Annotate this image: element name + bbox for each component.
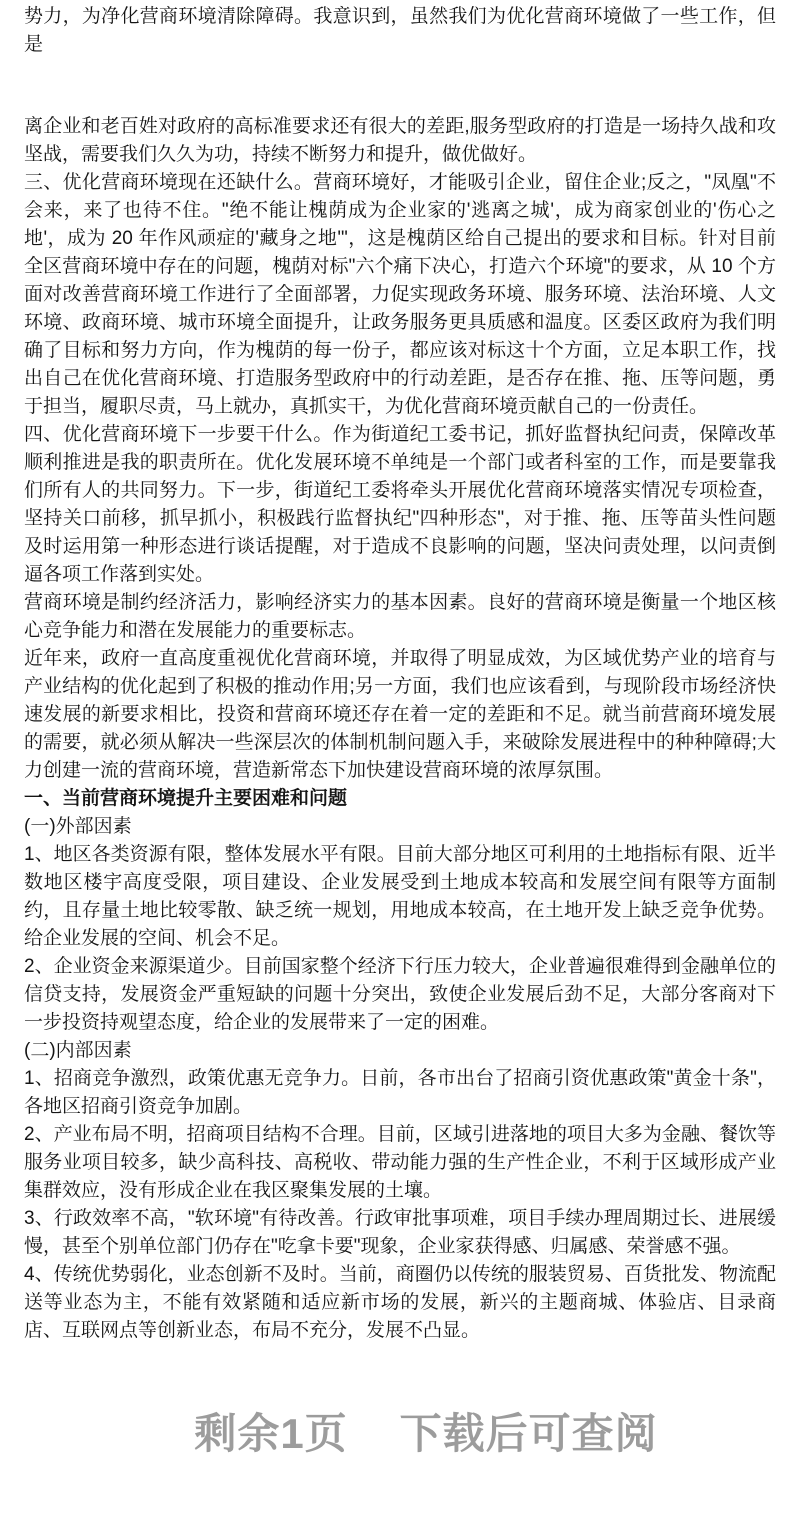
- paragraph-section-three: 三、优化营商环境现在还缺什么。营商环境好，才能吸引企业，留住企业;反之，"凤凰"不会来，来了也待不住。"绝不能让槐荫成为企业家的'逃离之城'，成为商家创业的'伤心之地'，成为 20 年作风顽症的'藏身之地'"，这是槐荫区给自己提出的要求和目标。针对目前全区营商环境中存在的问题，槐荫对标"六个痛下决心，打造六个环境"的要求，从 10 个方面对改善营商环境工作进行了全面部署，力促实现政务环境、服务环境、法治环境、人文环境、政商环境、城市环境全面提升，让政务服务更具质感和温度。区委区政府为我们明确了目标和努力方向，作为槐荫的每一份子，都应该对标这十个方面，立足本职工作，找出自己在优化营商环境、打造服务型政府中的行动差距，是否存在推、拖、压等问题，勇于担当，履职尽责，马上就办，真抓实干，为优化营商环境贡献自己的一份责任。: [24, 172, 776, 417]
- paragraph-internal-item-1: 1、招商竞争激烈，政策优惠无竞争力。日前，各市出台了招商引资优惠政策"黄金十条"，各地区招商引资竞争加剧。: [24, 1068, 776, 1117]
- section-heading-difficulties: 一、当前营商环境提升主要困难和问题: [24, 788, 348, 809]
- subheading-external-factors: (一)外部因素: [24, 816, 132, 837]
- paragraph-internal-item-4: 4、传统优势弱化，业态创新不及时。当前，商圈仍以传统的服装贸易、百货批发、物流配送等业态为主，不能有效紧随和适应新市场的发展，新兴的主题商城、体验店、目录商店、互联网点等创新业态，布局不充分，发展不凸显。: [24, 1264, 776, 1341]
- paragraph-top-fragment: 势力，为净化营商环境清除障碍。我意识到，虽然我们为优化营商环境做了一些工作，但是: [24, 6, 776, 55]
- paragraph-service-gap: 离企业和老百姓对政府的高标准要求还有很大的差距,服务型政府的打造是一场持久战和攻坚战，需要我们久久为功，持续不断努力和提升，做优做好。: [24, 116, 776, 165]
- paragraph-business-env-factor: 营商环境是制约经济活力，影响经济实力的基本因素。良好的营商环境是衡量一个地区核心竞争能力和潜在发展能力的重要标志。: [24, 592, 776, 641]
- subheading-internal-factors: (二)内部因素: [24, 1040, 132, 1061]
- paragraph-external-item-2: 2、企业资金来源渠道少。目前国家整个经济下行压力较大，企业普遍很难得到金融单位的信贷支持，发展资金严重短缺的问题十分突出，致使企业发展后劲不足，大部分客商对下一步投资持观望态度，给企业的发展带来了一定的困难。: [24, 956, 776, 1033]
- preview-watermark: [26, 1410, 800, 1458]
- paragraph-internal-item-3: 3、行政效率不高，"软环境"有待改善。行政审批事项难，项目手续办理周期过长、进展缓慢，甚至个别单位部门仍存在"吃拿卡要"现象，企业家获得感、归属感、荣誉感不强。: [24, 1208, 776, 1257]
- paragraph-internal-item-2: 2、产业布局不明，招商项目结构不合理。目前，区域引进落地的项目大多为金融、餐饮等服务业项目较多，缺少高科技、高税收、带动能力强的生产性企业，不利于区域形成产业集群效应，没有形成企业在我区聚集发展的土壤。: [24, 1124, 776, 1201]
- watermark-download-note: 下载后可查阅: [399, 1410, 658, 1457]
- watermark-pages-remaining: 剩余1页: [194, 1410, 348, 1457]
- paragraph-external-item-1: 1、地区各类资源有限，整体发展水平有限。目前大部分地区可利用的土地指标有限、近半数地区楼宇高度受限，项目建设、企业发展受到土地成本较高和发展空间有限等方面制约，且存量土地比较零散、缺乏统一规划，用地成本较高，在土地开发上缺乏竞争优势。给企业发展的空间、机会不足。: [24, 844, 776, 949]
- paragraph-recent-years: 近年来，政府一直高度重视优化营商环境，并取得了明显成效，为区域优势产业的培育与产业结构的优化起到了积极的推动作用;另一方面，我们也应该看到，与现阶段市场经济快速发展的新要求相比，投资和营商环境还存在着一定的差距和不足。就当前营商环境发展的需要，就必须从解决一些深层次的体制机制问题入手，来破除发展进程中的种种障碍;大力创建一流的营商环境，营造新常态下加快建设营商环境的浓厚氛围。: [24, 648, 776, 781]
- paragraph-section-four: 四、优化营商环境下一步要干什么。作为街道纪工委书记，抓好监督执纪问责，保障改革顺利推进是我的职责所在。优化发展环境不单纯是一个部门或者科室的工作，而是要靠我们所有人的共同努力。下一步，街道纪工委将牵头开展优化营商环境落实情况专项检查，坚持关口前移，抓早抓小，积极践行监督执纪"四种形态"，对于推、拖、压等苗头性问题及时运用第一种形态进行谈话提醒，对于造成不良影响的问题，坚决问责处理，以问责倒逼各项工作落到实处。: [24, 424, 776, 585]
